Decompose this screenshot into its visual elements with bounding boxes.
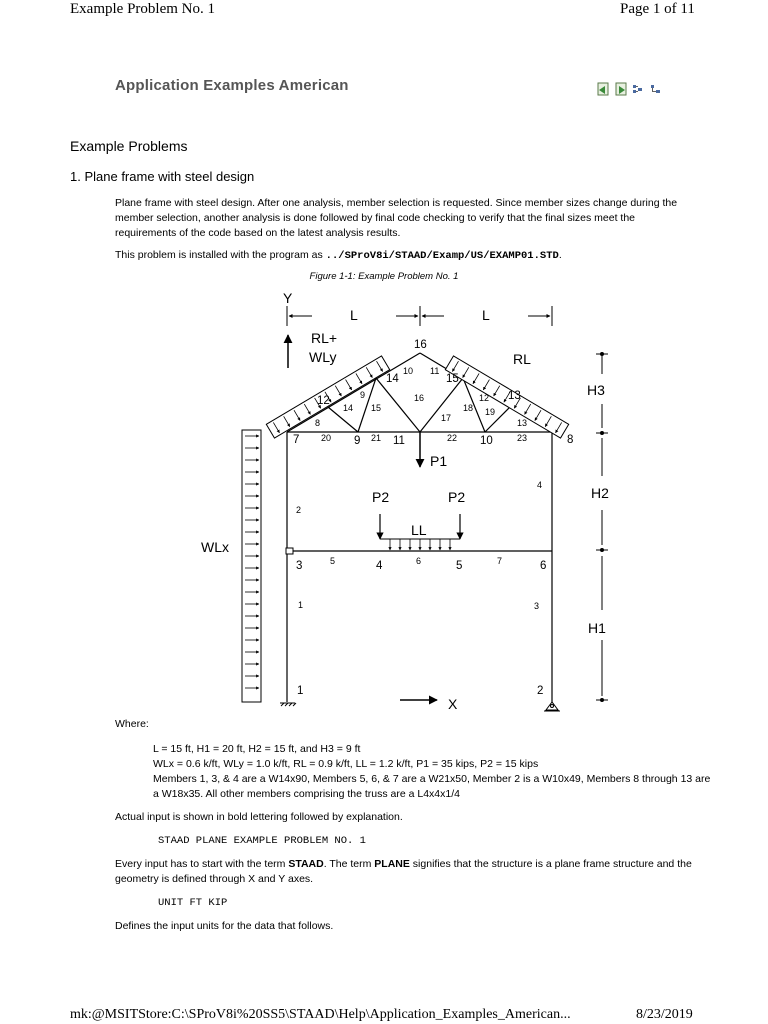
member-7: 7 xyxy=(497,556,503,566)
member-16: 16 xyxy=(414,393,425,403)
hinge-icon xyxy=(286,548,293,554)
code-unit: UNIT FT KIP xyxy=(158,897,228,909)
y-axis-label: Y xyxy=(283,290,293,306)
section-heading: Example Problems xyxy=(70,138,188,154)
pinned-support-icon xyxy=(544,702,560,711)
member-15: 15 xyxy=(371,403,382,413)
p2-left-label: P2 xyxy=(372,489,390,505)
staad-plane-paragraph: Every input has to start with the term STAAD. The term PLANE signifies that the structure is a plane frame structure and the geometry is defined through X and Y axes. xyxy=(115,858,692,885)
sub-heading: 1. Plane frame with steel design xyxy=(70,169,255,184)
code-staad-plane: STAAD PLANE EXAMPLE PROBLEM NO. 1 xyxy=(158,835,366,847)
node-16: 16 xyxy=(414,339,427,351)
member-12: 12 xyxy=(479,393,490,403)
node-4: 4 xyxy=(376,560,383,572)
member-sizes: Members 1, 3, & 4 are a W14x90, Members 5, 6, & 7 are a W21x50, Member 2 is a W10x49, Members 8 through 13 are a W18x35. All other members comprising the truss are a L4x4x1/4 xyxy=(153,773,711,800)
member-10: 10 xyxy=(403,366,414,376)
member-13: 13 xyxy=(517,418,528,428)
figure-caption: Figure 1-1: Example Problem No. 1 xyxy=(309,271,459,282)
input-explanation-paragraph: Actual input is shown in bold lettering followed by explanation. xyxy=(115,811,403,823)
live-load xyxy=(380,539,460,550)
node-10: 10 xyxy=(480,435,493,447)
page-footer-url: mk:@MSITStore:C:\SProV8i%20SS5\STAAD\Help\Application_Examples_American... xyxy=(70,1007,571,1022)
member-20: 20 xyxy=(321,433,332,443)
member-23: 23 xyxy=(517,433,528,443)
p1-label: P1 xyxy=(430,453,448,469)
unit-explanation-paragraph: Defines the input units for the data that follows. xyxy=(115,920,334,932)
h3-label: H3 xyxy=(587,382,605,398)
h1-label: H1 xyxy=(588,620,606,636)
install-path-paragraph: This problem is installed with the program as ../SProV8i/STAAD/Examp/US/EXAMP01.STD. xyxy=(115,249,562,262)
node-5: 5 xyxy=(456,560,463,572)
member-8: 8 xyxy=(315,418,321,428)
member-3: 3 xyxy=(534,601,540,611)
node-12: 12 xyxy=(317,395,330,407)
span-dimensions xyxy=(287,306,552,326)
span-label-right: L xyxy=(482,307,490,323)
member-21: 21 xyxy=(371,433,382,443)
member-4: 4 xyxy=(537,480,543,490)
example-file-path: ../SProV8i/STAAD/Examp/US/EXAMP01.STD xyxy=(325,250,559,262)
dimension-values: L = 15 ft, H1 = 20 ft, H2 = 15 ft, and H3 = 9 ft xyxy=(153,743,361,755)
wind-x-label: WLx xyxy=(201,539,229,555)
wind-y-label: WLy xyxy=(309,349,337,365)
node-14: 14 xyxy=(386,373,399,385)
height-dimensions xyxy=(596,354,608,700)
member-9: 9 xyxy=(360,390,366,400)
lateral-wind-load xyxy=(242,430,261,702)
definitions-list xyxy=(153,742,713,802)
span-label-left: L xyxy=(350,307,358,323)
member-6: 6 xyxy=(416,556,422,566)
node-3: 3 xyxy=(296,560,303,572)
page-header-title: Example Problem No. 1 xyxy=(70,1,215,17)
member-2: 2 xyxy=(296,505,302,515)
node-8: 8 xyxy=(567,434,574,446)
load-values: WLx = 0.6 k/ft, WLy = 1.0 k/ft, RL = 0.9 k/ft, LL = 1.2 k/ft, P1 = 35 kips, P2 = 15 kips xyxy=(153,758,539,770)
roof-load-right xyxy=(445,356,568,438)
node-7: 7 xyxy=(293,434,300,446)
member-14: 14 xyxy=(343,403,354,413)
member-11: 11 xyxy=(430,366,440,376)
p2-right-label: P2 xyxy=(448,489,466,505)
x-axis-label: X xyxy=(448,696,458,712)
node-6: 6 xyxy=(540,560,547,572)
member-5: 5 xyxy=(330,556,336,566)
member-22: 22 xyxy=(447,433,458,443)
app-title: Application Examples American xyxy=(115,77,349,94)
h2-label: H2 xyxy=(591,485,609,501)
where-label: Where: xyxy=(115,718,149,730)
intro-paragraph: Plane frame with steel design. After one analysis, member selection is requested. Since member sizes change during the member selection, another analysis is done followed by final code checking to verify that the final sizes meet the requirements of the code based on the latest analysis results. xyxy=(115,197,678,239)
roof-live-plus-label: RL+ xyxy=(311,330,338,346)
node-1: 1 xyxy=(297,685,304,697)
live-load-label: LL xyxy=(411,522,427,538)
fixed-support-icon xyxy=(280,703,296,706)
roof-live-label: RL xyxy=(513,351,531,367)
node-15: 15 xyxy=(446,373,459,385)
member-19: 19 xyxy=(485,407,496,417)
page-footer-date: 8/23/2019 xyxy=(636,1007,693,1022)
node-9: 9 xyxy=(354,435,361,447)
member-18: 18 xyxy=(463,403,474,413)
member-17: 17 xyxy=(441,413,452,423)
node-13: 13 xyxy=(508,390,521,402)
page-number: Page 1 of 11 xyxy=(620,1,695,17)
member-1: 1 xyxy=(298,600,304,610)
node-2: 2 xyxy=(537,685,544,697)
node-11: 11 xyxy=(393,435,405,447)
